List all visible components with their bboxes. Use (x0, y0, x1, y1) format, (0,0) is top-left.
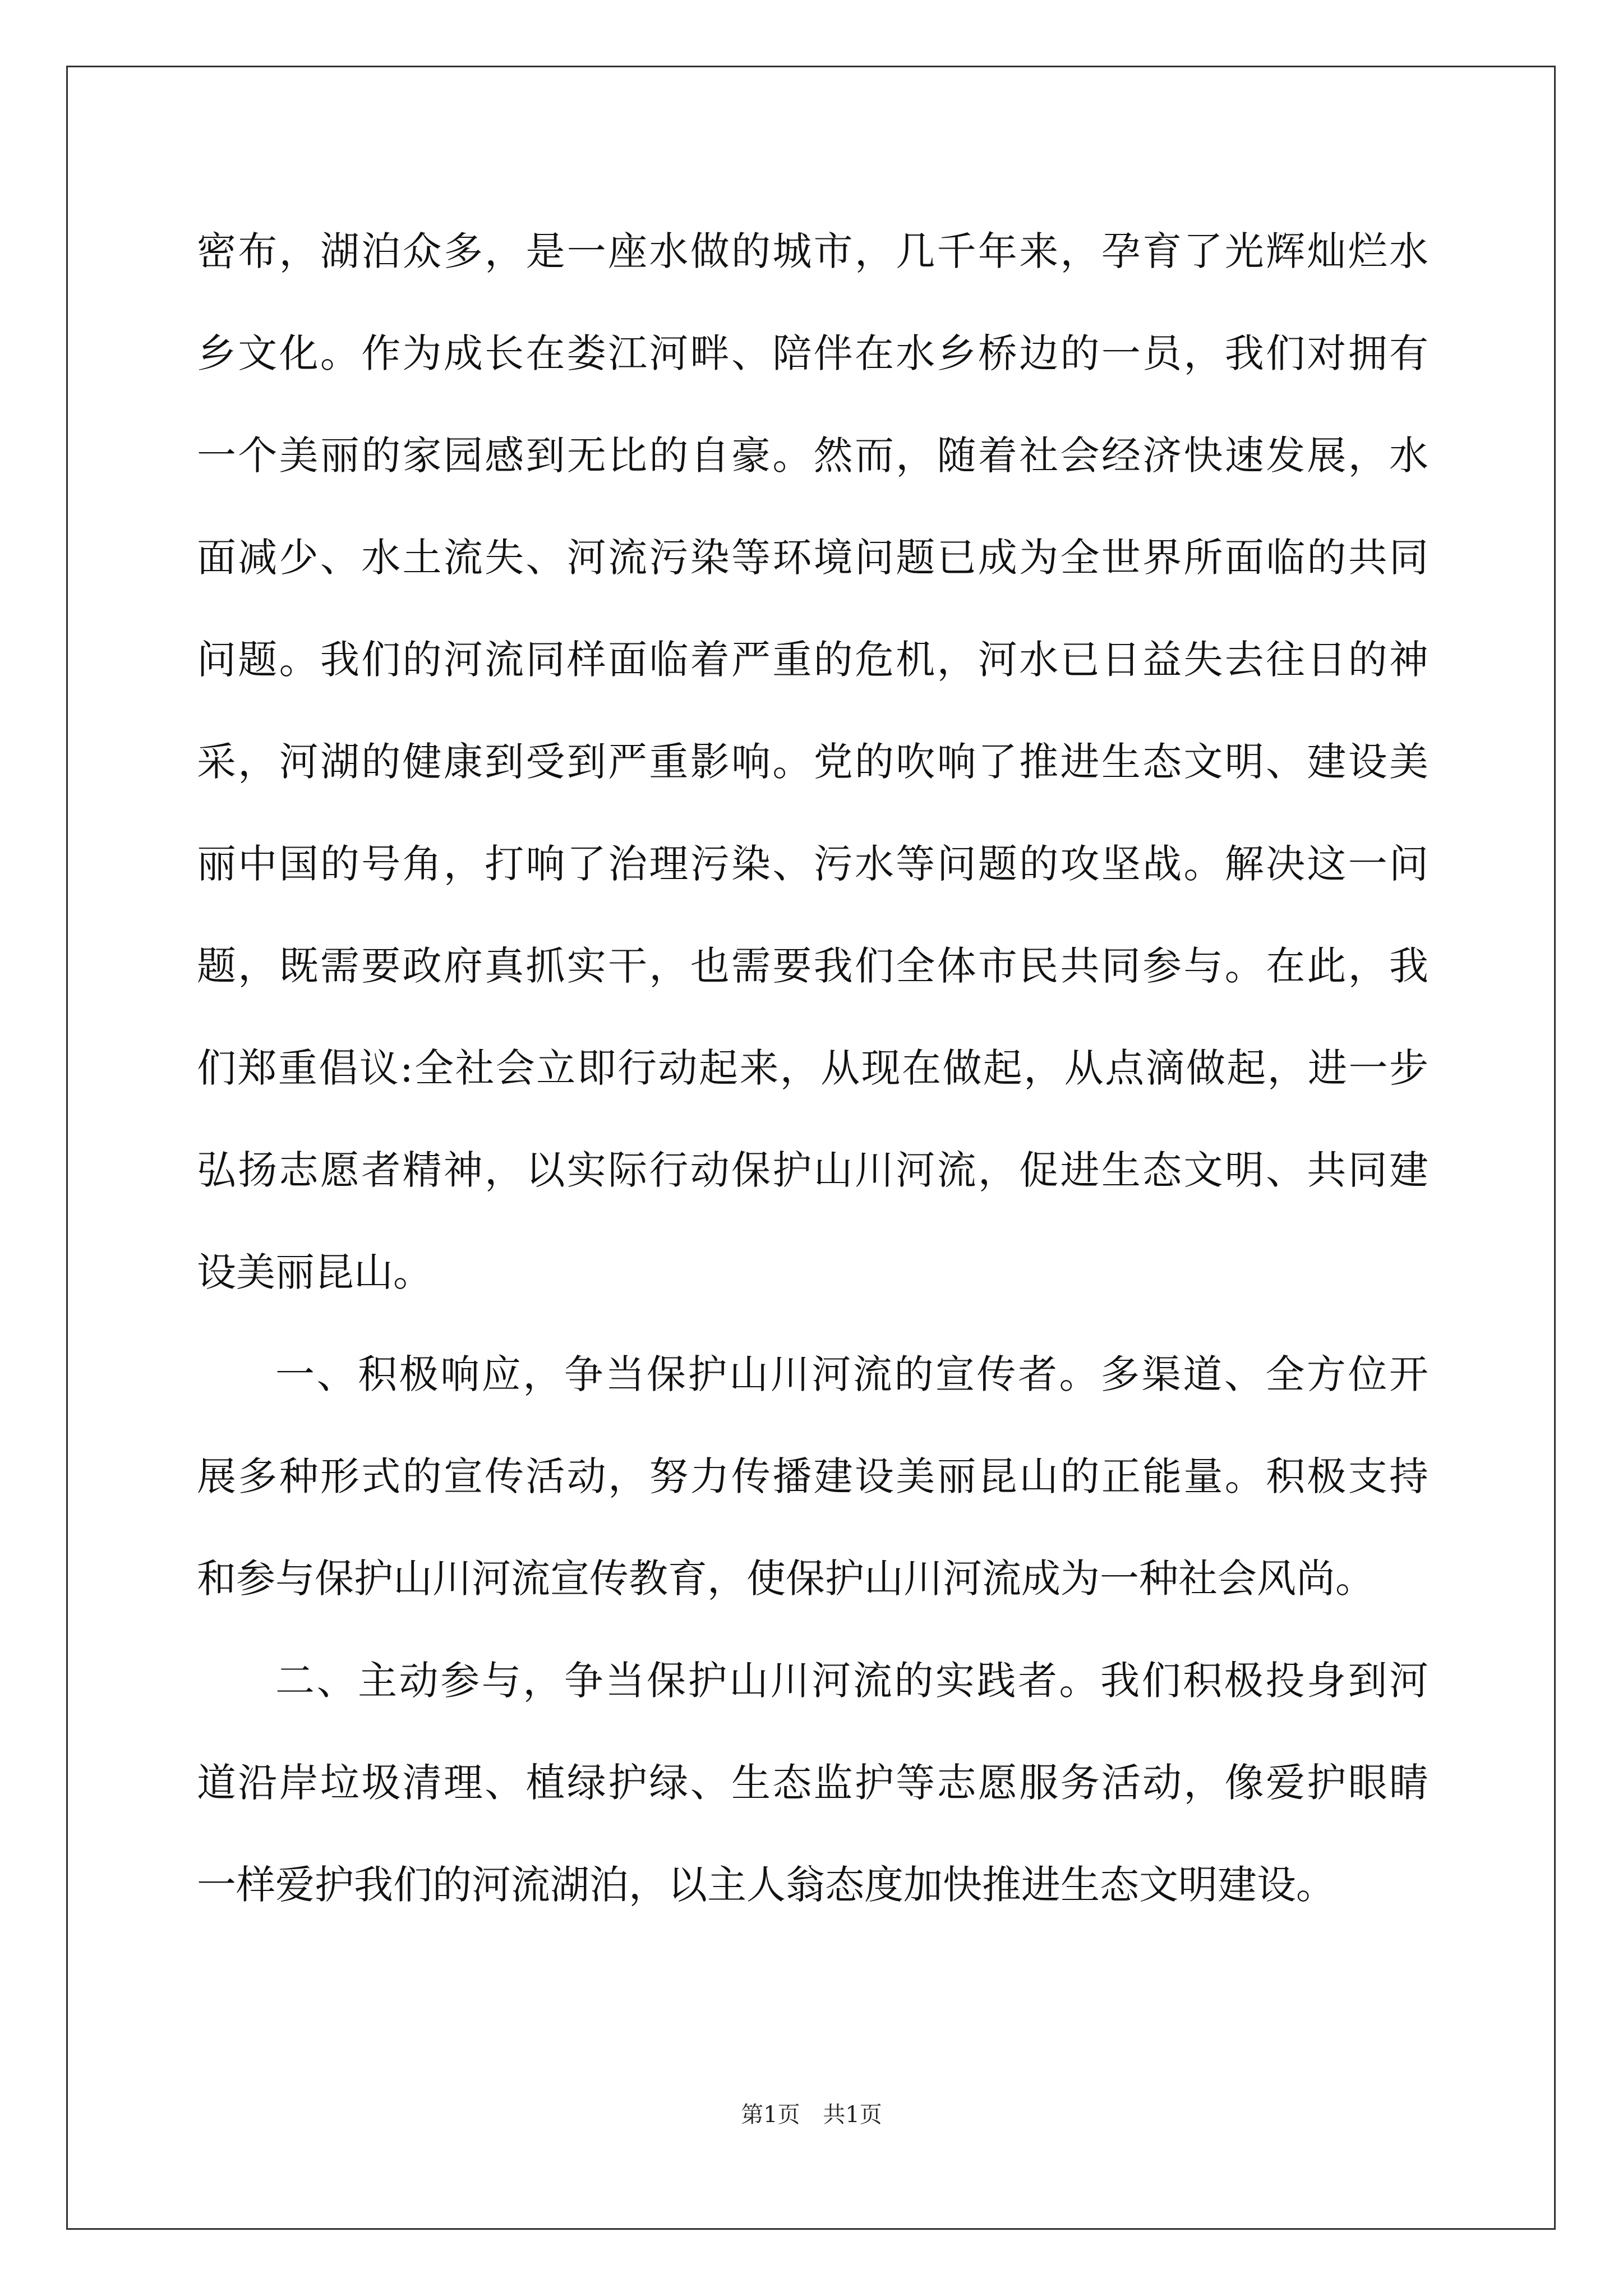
paragraph-3-line: 二、主动参与，争当保护山川河流的实践者。我们积极投身到河 (275, 1658, 1428, 1704)
paragraph-1-line: 弘扬志愿者精神，以实际行动保护山川河流，促进生态文明、共同建 (197, 1147, 1428, 1193)
paragraph-1-line: 面减少、水土流失、河流污染等环境问题已成为全世界所面临的共同 (197, 535, 1428, 581)
paragraph-3-line: 道沿岸垃圾清理、植绿护绿、生态监护等志愿服务活动，像爱护眼睛 (197, 1760, 1428, 1806)
page-total: 共1页 (823, 2102, 882, 2128)
paragraph-2-line: 和参与保护山川河流宣传教育，使保护山川河流成为一种社会风尚。 (197, 1556, 1375, 1602)
paragraph-1-line: 一个美丽的家园感到无比的自豪。然而，随着社会经济快速发展，水 (197, 432, 1428, 478)
paragraph-2-line: 一、积极响应，争当保护山川河流的宣传者。多渠道、全方位开 (275, 1351, 1428, 1397)
paragraph-1-line: 乡文化。作为成长在娄江河畔、陪伴在水乡桥边的一员，我们对拥有 (197, 330, 1428, 376)
document-body (197, 200, 1428, 1936)
paragraph-1-line: 问题。我们的河流同样面临着严重的危机，河水已日益失去往日的神 (197, 637, 1428, 683)
paragraph-2-line: 展多种形式的宣传活动，努力传播建设美丽昆山的正能量。积极支持 (197, 1453, 1428, 1499)
paragraph-1-line: 设美丽昆山。 (197, 1249, 432, 1295)
paragraph-1-line: 题，既需要政府真抓实干，也需要我们全体市民共同参与。在此，我 (197, 943, 1428, 989)
paragraph-1-line: 丽中国的号角，打响了治理污染、污水等问题的攻坚战。解决这一问 (197, 841, 1428, 887)
paragraph-1-line: 密布，湖泊众多，是一座水做的城市，几千年来，孕育了光辉灿烂水 (197, 228, 1428, 274)
paragraph-3-line: 一样爱护我们的河流湖泊，以主人翁态度加快推进生态文明建设。 (197, 1862, 1335, 1908)
page-footer (0, 2098, 1623, 2132)
paragraph-1-line: 们郑重倡议:全社会立即行动起来，从现在做起，从点滴做起，进一步 (197, 1045, 1428, 1091)
paragraph-1-line: 采，河湖的健康到受到严重影响。党的吹响了推进生态文明、建设美 (197, 739, 1428, 785)
page-number: 第1页 (741, 2102, 800, 2128)
